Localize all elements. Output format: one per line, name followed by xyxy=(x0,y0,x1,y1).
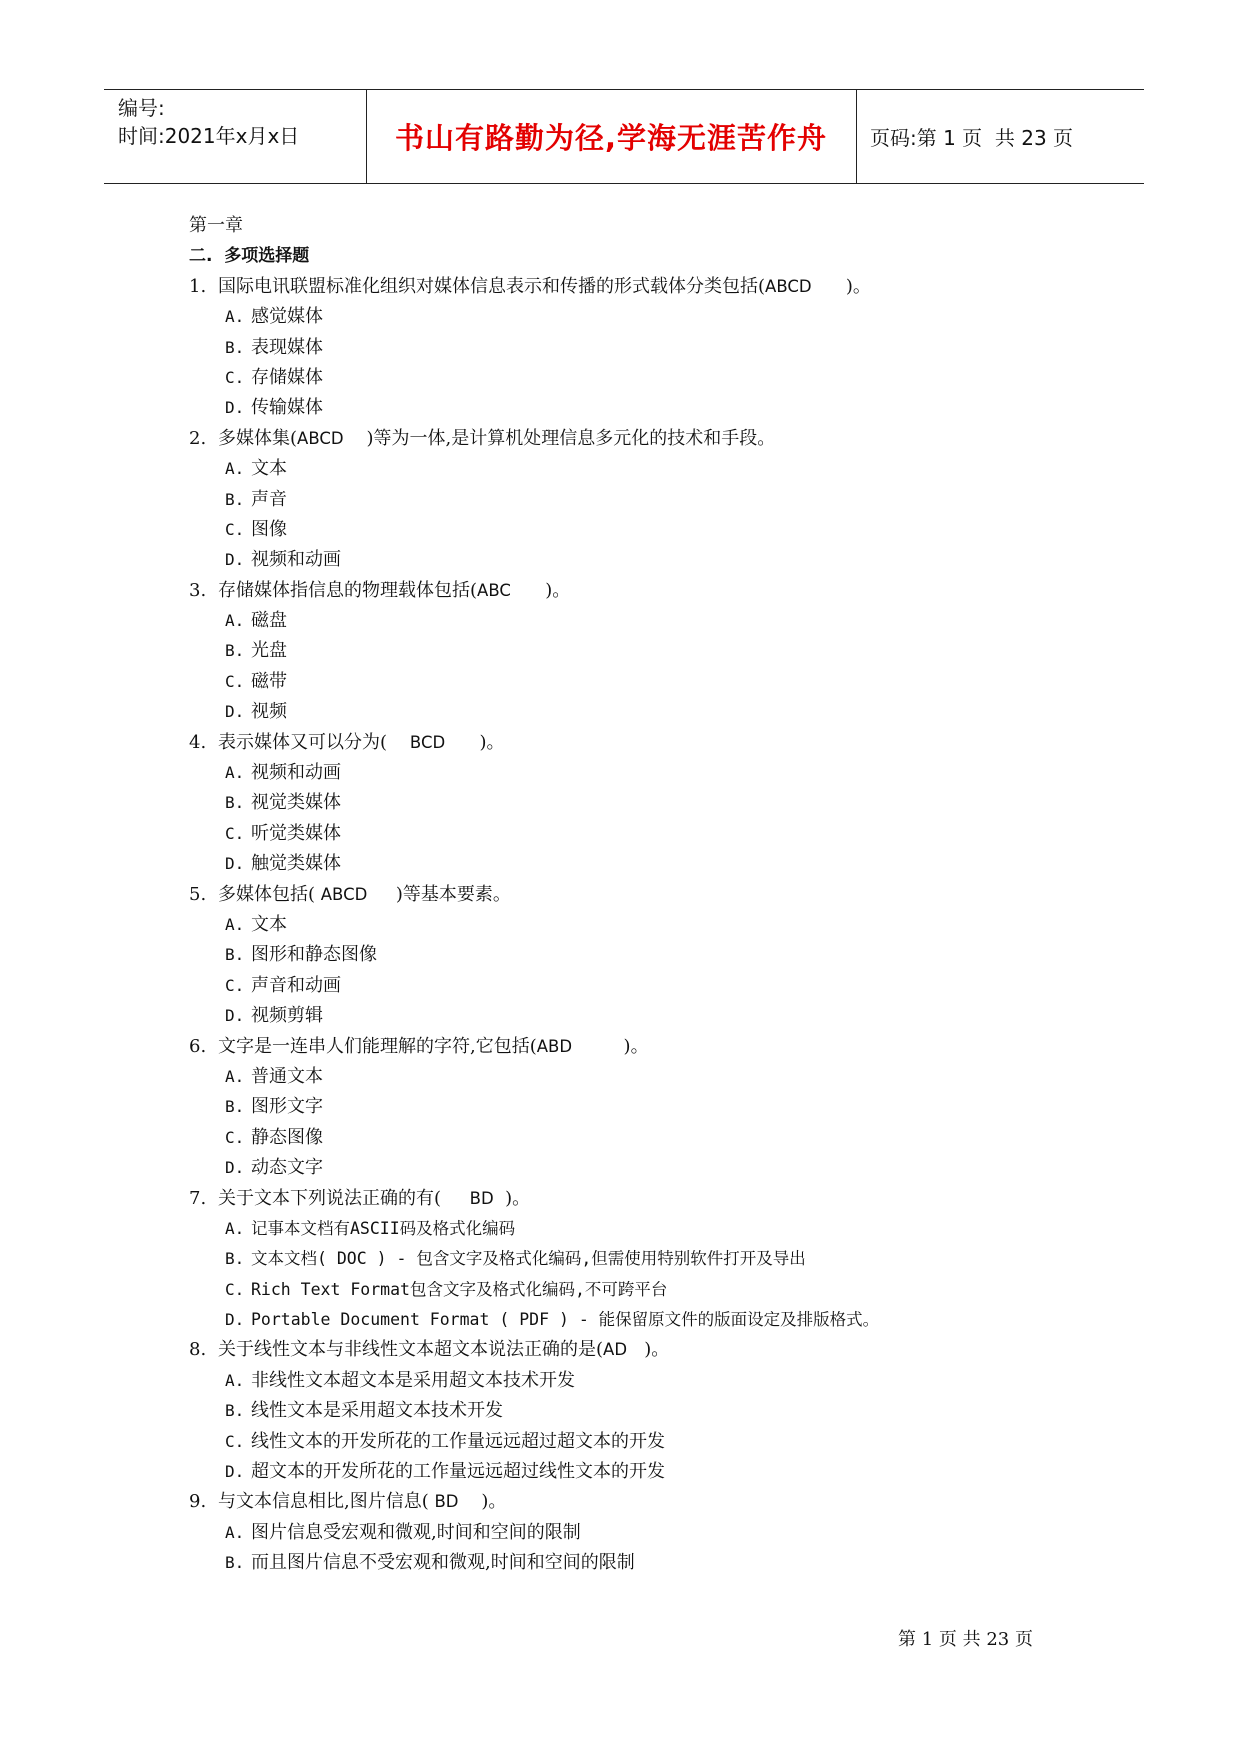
option-text: Rich Text Format包含文字及格式化编码,不可跨平台 xyxy=(251,1279,668,1299)
question-number: 4. xyxy=(189,731,207,753)
option-letter: A. xyxy=(225,1066,245,1086)
option-text: 存储媒体 xyxy=(251,366,323,388)
answer-key: ABCD xyxy=(765,276,812,296)
option-text: 光盘 xyxy=(251,640,287,662)
header-page-cell xyxy=(870,90,1073,183)
option-text: 超文本的开发所花的工作量远远超过线性文本的开发 xyxy=(251,1461,665,1483)
header-divider xyxy=(856,90,857,183)
option-text: 视频 xyxy=(251,701,287,723)
question-item xyxy=(189,1335,949,1365)
option-letter: C. xyxy=(225,975,245,995)
option-item xyxy=(189,1396,949,1426)
option-letter: B. xyxy=(225,1553,245,1573)
question-text: 文字是一连串人们能理解的字符,它包括( xyxy=(218,1035,537,1057)
chapter-title: 第一章 xyxy=(189,215,243,236)
answer-key: ABCD xyxy=(320,884,368,904)
option-letter: C. xyxy=(225,1431,245,1451)
option-item xyxy=(189,333,949,363)
question-text-tail: )等基本要素。 xyxy=(367,883,511,905)
option-item xyxy=(189,606,949,636)
header-page-label: 页码:第 1 页 共 23 页 xyxy=(870,126,1074,150)
option-letter: C. xyxy=(225,1127,245,1147)
header-meta xyxy=(118,94,299,150)
option-item xyxy=(189,1092,949,1122)
option-item xyxy=(189,940,949,970)
option-item xyxy=(189,454,949,484)
question-number: 1. xyxy=(189,275,207,297)
option-text: 线性文本是采用超文本技术开发 xyxy=(251,1400,503,1422)
option-text: 触觉类媒体 xyxy=(251,853,341,875)
option-letter: B. xyxy=(225,489,245,509)
option-letter: C. xyxy=(225,1279,245,1299)
question-list xyxy=(189,272,949,1579)
option-letter: C. xyxy=(225,823,245,843)
question-number: 6. xyxy=(189,1035,207,1057)
answer-key: BCD xyxy=(409,732,446,752)
option-letter: B. xyxy=(225,1097,245,1117)
option-text: 磁带 xyxy=(251,670,287,692)
option-text: 视频和动画 xyxy=(251,549,341,571)
option-text: 听觉类媒体 xyxy=(251,822,341,844)
option-item xyxy=(189,1123,949,1153)
question-text-tail: )。 xyxy=(510,579,571,601)
section-title: 二. 多项选择题 xyxy=(189,246,310,267)
option-item xyxy=(189,515,949,545)
question-text: 存储媒体指信息的物理载体包括( xyxy=(218,579,478,601)
option-text: 线性文本的开发所花的工作量远远超过超文本的开发 xyxy=(251,1430,665,1452)
option-text: 图形和静态图像 xyxy=(251,944,377,966)
option-item xyxy=(189,1214,949,1244)
option-letter: D. xyxy=(225,398,245,418)
question-number: 9. xyxy=(189,1491,207,1513)
question-text-tail: )。 xyxy=(493,1187,531,1209)
option-text: 普通文本 xyxy=(251,1065,323,1087)
option-text: 非线性文本超文本是采用超文本技术开发 xyxy=(251,1369,575,1391)
option-letter: B. xyxy=(225,1401,245,1421)
option-item xyxy=(189,1366,949,1396)
page-footer: 第 1 页 共 23 页 xyxy=(898,1629,1033,1650)
option-letter: D. xyxy=(225,1462,245,1482)
option-item xyxy=(189,910,949,940)
option-text: 声音和动画 xyxy=(251,974,341,996)
option-item xyxy=(189,1305,949,1335)
answer-key: BD xyxy=(434,1492,459,1512)
question-number: 5. xyxy=(189,883,207,905)
question-item xyxy=(189,576,949,606)
option-item xyxy=(189,667,949,697)
option-letter: B. xyxy=(225,641,245,661)
option-letter: B. xyxy=(225,793,245,813)
document-number-label: 编号: xyxy=(118,96,165,120)
option-letter: A. xyxy=(225,307,245,327)
question-text: 关于文本下列说法正确的有( xyxy=(218,1187,470,1209)
option-letter: C. xyxy=(225,367,245,387)
option-item xyxy=(189,788,949,818)
option-text: 传输媒体 xyxy=(251,397,323,419)
option-letter: A. xyxy=(225,914,245,934)
option-text: 感觉媒体 xyxy=(251,306,323,328)
option-item xyxy=(189,636,949,666)
option-item xyxy=(189,485,949,515)
option-item xyxy=(189,1427,949,1457)
option-item xyxy=(189,697,949,727)
question-text: 国际电讯联盟标准化组织对媒体信息表示和传播的形式载体分类包括( xyxy=(218,275,766,297)
question-text: 表示媒体又可以分为( xyxy=(218,731,410,753)
option-letter: C. xyxy=(225,671,245,691)
option-item xyxy=(189,758,949,788)
option-text: 文本文档( DOC ) - 包含文字及格式化编码,但需使用特别软件打开及导出 xyxy=(251,1249,806,1269)
question-text: 关于线性文本与非线性文本超文本说法正确的是( xyxy=(218,1339,604,1361)
option-letter: A. xyxy=(225,611,245,631)
option-item xyxy=(189,819,949,849)
question-number: 8. xyxy=(189,1339,207,1361)
option-letter: D. xyxy=(225,1006,245,1026)
option-item xyxy=(189,1275,949,1305)
option-item xyxy=(189,1518,949,1548)
answer-key: BD xyxy=(469,1188,494,1208)
question-text: 与文本信息相比,图片信息( xyxy=(218,1491,435,1513)
option-item xyxy=(189,1153,949,1183)
option-letter: A. xyxy=(225,1522,245,1542)
question-item xyxy=(189,1032,949,1062)
option-text: 动态文字 xyxy=(251,1157,323,1179)
option-text: 静态图像 xyxy=(251,1126,323,1148)
option-item xyxy=(189,545,949,575)
option-text: 记事本文档有ASCII码及格式化编码 xyxy=(251,1218,516,1238)
option-letter: C. xyxy=(225,519,245,539)
option-item xyxy=(189,1001,949,1031)
option-letter: A. xyxy=(225,1370,245,1390)
question-item xyxy=(189,1184,949,1214)
option-letter: D. xyxy=(225,550,245,570)
option-letter: A. xyxy=(225,763,245,783)
header-motto: 书山有路勤为径,学海无涯苦作舟 xyxy=(394,121,828,155)
option-item xyxy=(189,363,949,393)
question-item xyxy=(189,1487,949,1517)
question-number: 2. xyxy=(189,427,207,449)
question-number: 7. xyxy=(189,1187,207,1209)
question-item xyxy=(189,880,949,910)
option-text: 图像 xyxy=(251,518,287,540)
question-text-tail: )。 xyxy=(811,275,871,297)
question-text-tail: )。 xyxy=(445,731,505,753)
answer-key: ABC xyxy=(477,580,511,600)
answer-key: ABCD xyxy=(297,428,344,448)
option-text: 图片信息受宏观和微观,时间和空间的限制 xyxy=(251,1521,581,1543)
page-header xyxy=(104,89,1144,184)
option-text: 而且图片信息不受宏观和微观,时间和空间的限制 xyxy=(251,1552,635,1574)
option-item xyxy=(189,1244,949,1274)
option-item xyxy=(189,393,949,423)
option-letter: A. xyxy=(225,1218,245,1238)
option-text: Portable Document Format ( PDF ) - 能保留原文件的版面设定及排版格式。 xyxy=(251,1310,880,1330)
document-body xyxy=(189,211,949,1579)
question-item xyxy=(189,272,949,302)
answer-key: ABD xyxy=(536,1036,573,1056)
option-text: 文本 xyxy=(251,913,287,935)
question-text: 多媒体包括( xyxy=(218,883,321,905)
option-letter: D. xyxy=(225,1158,245,1178)
option-item xyxy=(189,302,949,332)
option-text: 图形文字 xyxy=(251,1096,323,1118)
answer-key: AD xyxy=(603,1340,628,1360)
option-text: 文本 xyxy=(251,458,287,480)
option-item xyxy=(189,1457,949,1487)
option-letter: D. xyxy=(225,854,245,874)
question-text-tail: )。 xyxy=(458,1491,507,1513)
option-item xyxy=(189,971,949,1001)
option-item xyxy=(189,1062,949,1092)
question-item xyxy=(189,424,949,454)
option-text: 磁盘 xyxy=(251,610,287,632)
document-time-label: 时间:2021年x月x日 xyxy=(118,124,300,148)
option-letter: B. xyxy=(225,337,245,357)
option-item xyxy=(189,1548,949,1578)
question-text-tail: )等为一体,是计算机处理信息多元化的技术和手段。 xyxy=(343,427,776,449)
question-text-tail: )。 xyxy=(627,1339,670,1361)
option-text: 视觉类媒体 xyxy=(251,792,341,814)
option-letter: B. xyxy=(225,1249,245,1269)
option-letter: D. xyxy=(225,702,245,722)
question-text: 多媒体集( xyxy=(218,427,298,449)
question-item xyxy=(189,728,949,758)
header-motto-cell xyxy=(366,90,856,183)
option-text: 视频剪辑 xyxy=(251,1005,323,1027)
option-text: 声音 xyxy=(251,488,287,510)
question-text-tail: )。 xyxy=(572,1035,649,1057)
option-text: 视频和动画 xyxy=(251,762,341,784)
option-item xyxy=(189,849,949,879)
option-letter: B. xyxy=(225,945,245,965)
option-letter: D. xyxy=(225,1310,245,1330)
question-number: 3. xyxy=(189,579,207,601)
option-text: 表现媒体 xyxy=(251,336,323,358)
option-letter: A. xyxy=(225,459,245,479)
